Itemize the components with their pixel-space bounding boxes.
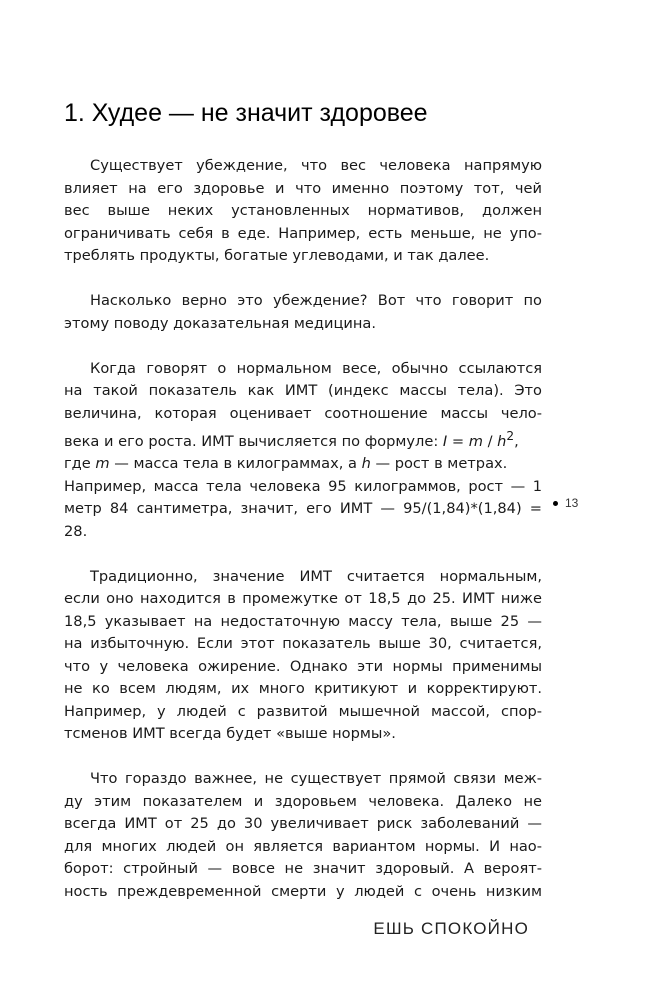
formula-exponent: 2: [506, 429, 515, 443]
formula-line: [64, 425, 542, 453]
text-segment: — рост в метрах.: [370, 455, 508, 473]
formula-definition-line: [64, 453, 542, 476]
text-segment: века и его роста. ИМТ вычисляется по формуле:: [64, 432, 439, 450]
text-line: что у человека ожирение. Однако эти нормы применимы: [64, 657, 542, 675]
formula-var: I: [442, 432, 448, 450]
formula-var: m: [95, 455, 110, 473]
body-text: [64, 155, 542, 926]
page-number: 13: [565, 496, 579, 510]
text-line: 18,5 указывает на недостаточную массу тела, выше 25 —: [64, 612, 542, 630]
page-marker: [553, 493, 578, 513]
text-line: Что гораздо важнее, не существует прямой связи меж-: [90, 770, 542, 788]
text-line: Например, у людей с развитой мышечной массой, спор-: [64, 702, 542, 720]
paragraph-2: [64, 290, 542, 335]
text-segment: — масса тела в килограммах, а: [109, 455, 362, 473]
text-line: величина, которая оценивает соотношение массы чело-: [64, 404, 542, 422]
paragraph-1: [64, 155, 542, 268]
formula-op: /: [482, 432, 498, 450]
text-segment: где: [64, 455, 91, 473]
text-line: Традиционно, значение ИМТ считается нормальным,: [90, 567, 542, 585]
text-line: ность преждевременной смерти у людей с очень низким: [64, 882, 542, 900]
text-line: борот: стройный — вовсе не значит здоровый. А вероят-: [64, 860, 542, 878]
text-line: тсменов ИМТ всегда будет «выше нормы».: [64, 725, 396, 743]
chapter-title: 1. Худее — не значит здоровее: [64, 99, 428, 127]
text-line: если оно находится в промежутке от 18,5 до 25. ИМТ ниже: [64, 590, 542, 608]
running-footer: ЕШЬ СПОКОЙНО: [373, 919, 529, 938]
text-line: вес выше неких установленных нормативов, должен: [64, 202, 542, 219]
formula-op: ,: [514, 432, 519, 450]
text-line: не ко всем людям, их много критикуют и корректируют.: [64, 680, 542, 698]
text-line: Когда говорят о нормальном весе, обычно ссылаются: [90, 359, 542, 377]
text-line: всегда ИМТ от 25 до 30 увеличивает риск заболеваний —: [64, 815, 542, 833]
text-line: ду этим показателем и здоровьем человека. Далеко не: [64, 792, 542, 810]
formula-var: h: [361, 455, 371, 473]
text-line: Например, масса тела человека 95 килограммов, рост — 1: [64, 477, 542, 495]
text-line: этому поводу доказательная медицина.: [64, 314, 376, 332]
text-line: Существует убеждение, что вес человека напрямую: [90, 157, 542, 174]
text-line: треблять продукты, богатые углеводами, и так далее.: [64, 247, 490, 264]
text-line: для многих людей он является вариантом нормы. И нао-: [64, 837, 542, 855]
text-line: метр 84 сантиметра, значит, его ИМТ — 95/(1,84)*(1,84) =: [64, 500, 542, 518]
paragraph-3: [64, 358, 542, 544]
formula-var: m: [468, 432, 483, 450]
text-line: влияет на его здоровье и что именно поэтому тот, чей: [64, 179, 542, 197]
text-line: Насколько верно это убеждение? Вот что говорит по: [90, 292, 542, 309]
bullet-dot-icon: [553, 501, 558, 506]
formula-var: h: [497, 432, 507, 450]
formula-op: =: [447, 432, 469, 450]
text-line: на такой показатель как ИМТ (индекс массы тела). Это: [64, 382, 542, 399]
text-line: ограничивать себя в еде. Например, есть меньше, не упо-: [64, 224, 542, 242]
text-line: 28.: [64, 522, 88, 540]
paragraph-4: [64, 566, 542, 746]
paragraph-5: [64, 768, 542, 903]
text-line: на избыточную. Если этот показатель выше 30, считается,: [64, 635, 542, 653]
